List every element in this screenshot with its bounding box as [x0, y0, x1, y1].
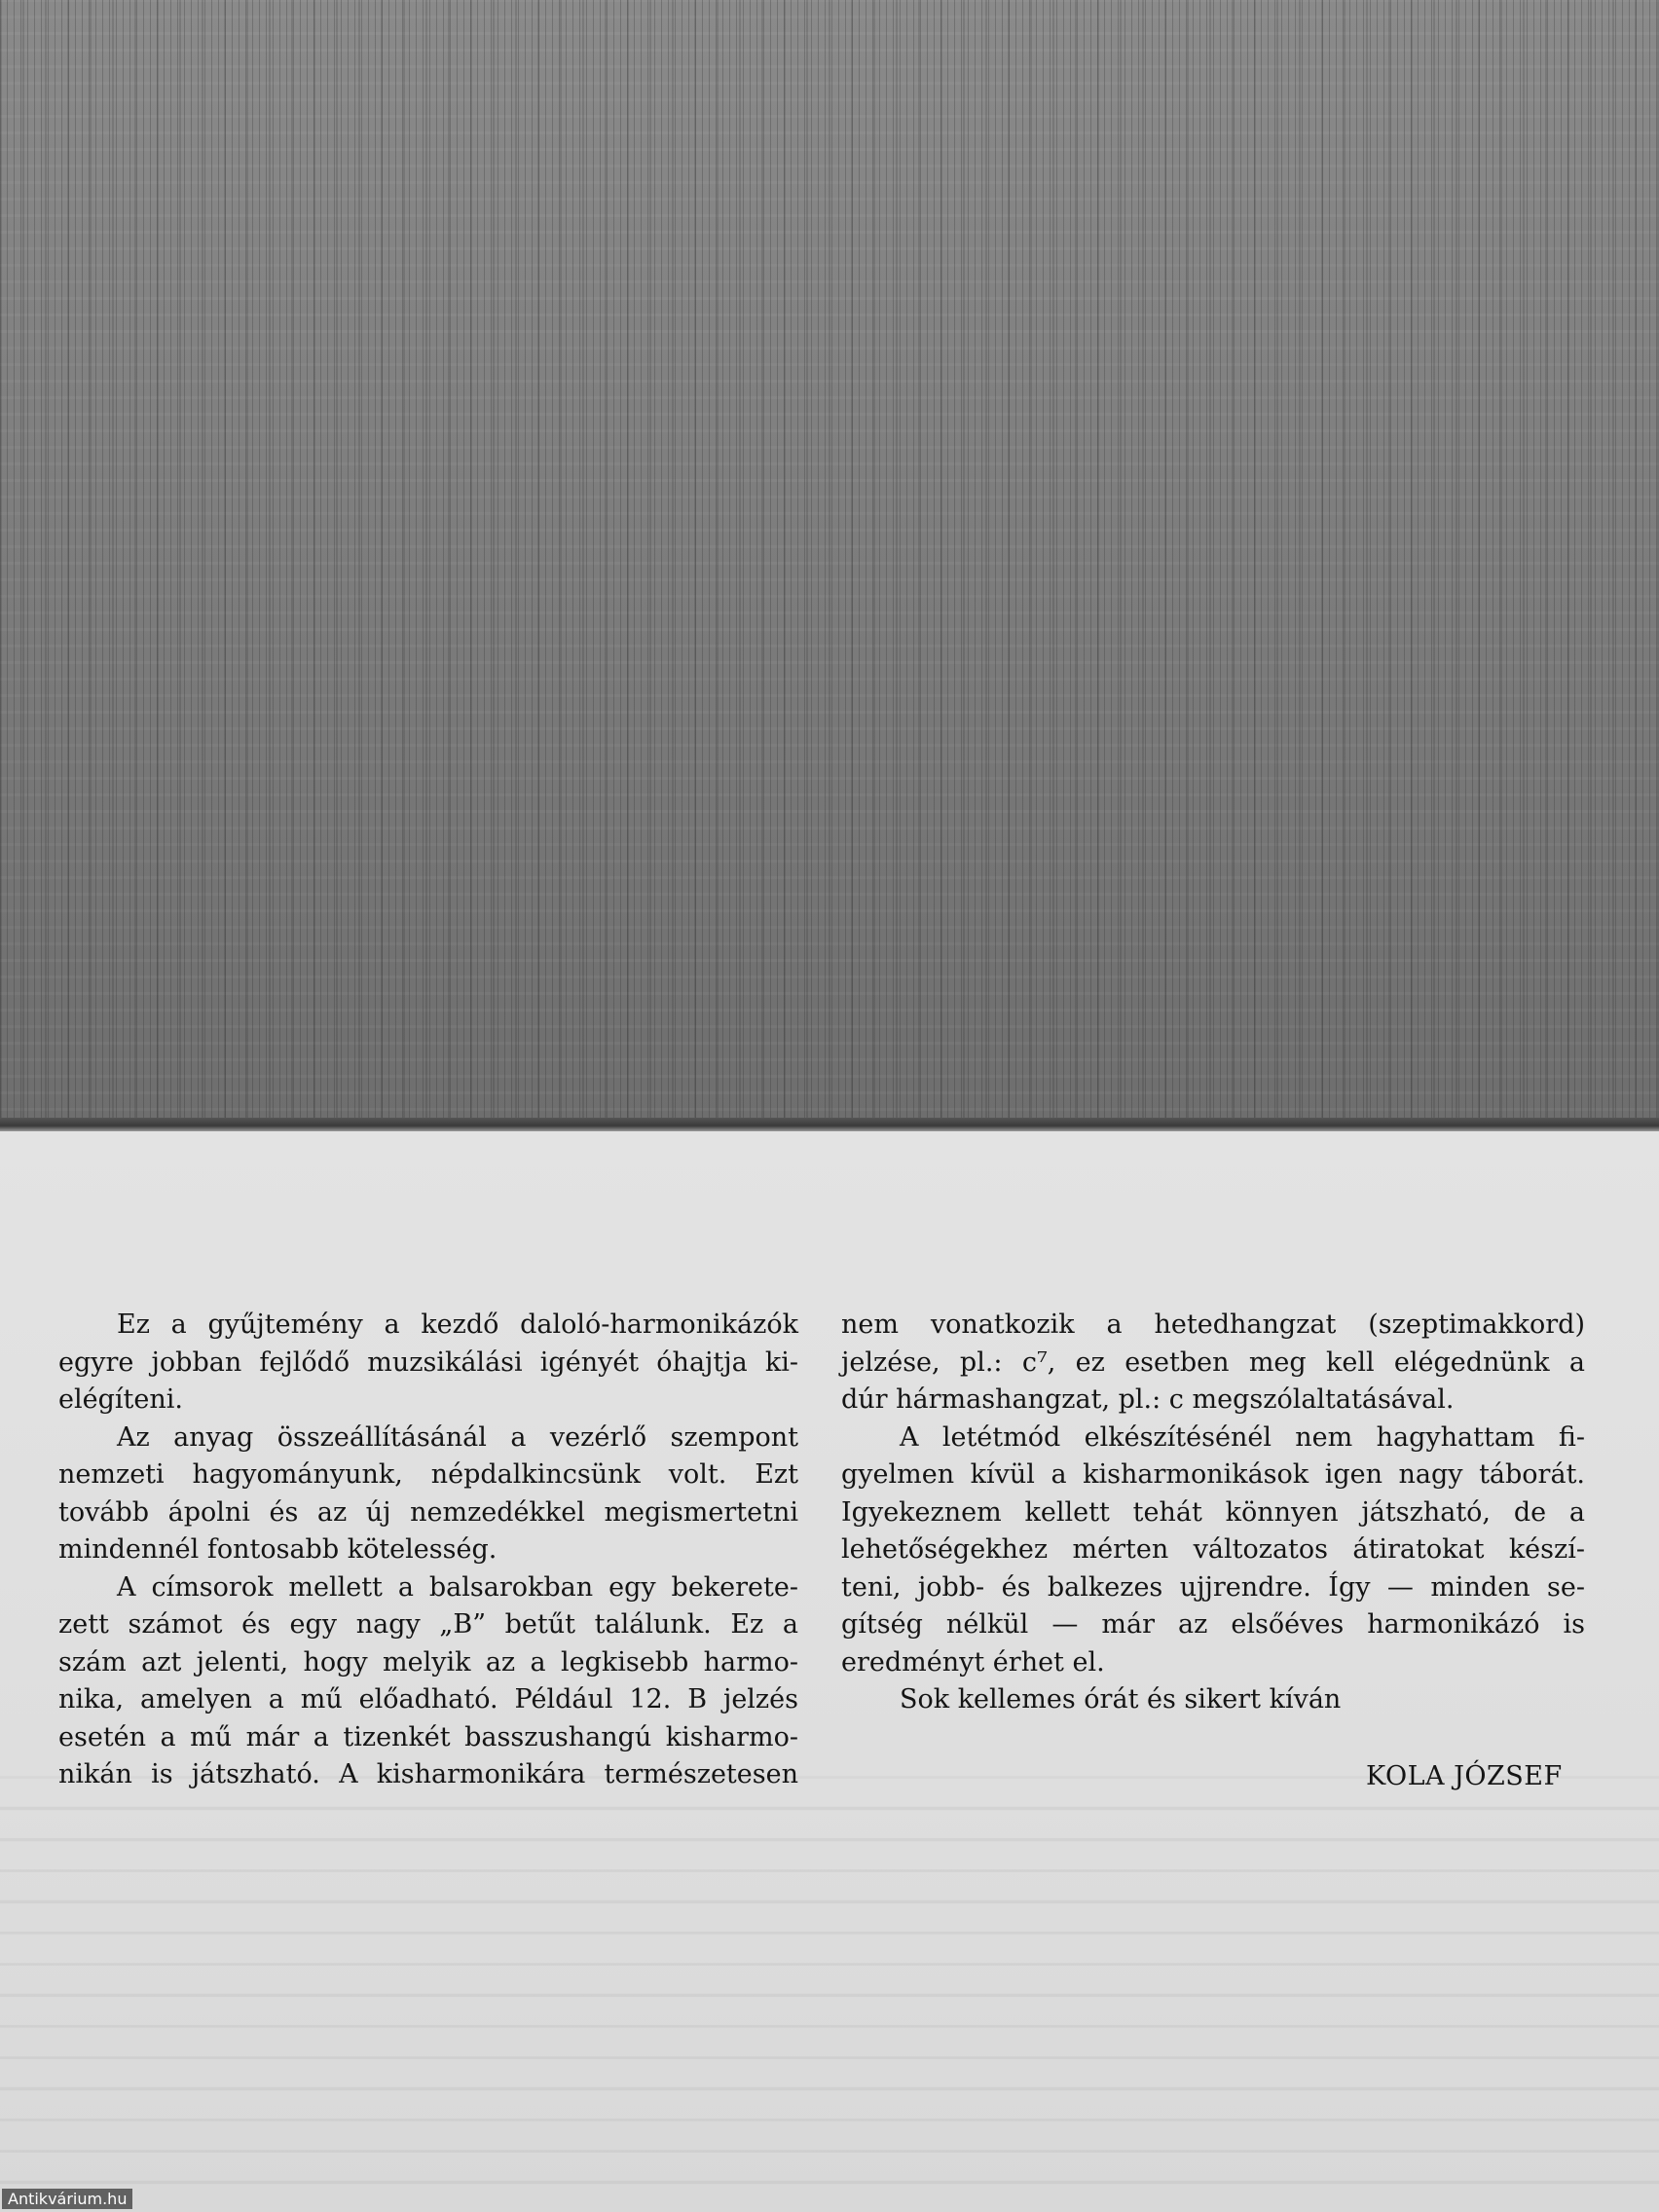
text-line: nemzeti hagyományunk, népdalkincsünk volt. Ezt	[58, 1459, 798, 1490]
text-line: szám azt jelenti, hogy melyik az a legkisebb harmo-	[58, 1646, 798, 1677]
text-line: esetén a mű már a tizenkét basszushangú kisharmo-	[58, 1721, 798, 1752]
text-line: elégíteni.	[58, 1384, 183, 1415]
author-signature: KOLA JÓZSEF	[1366, 1761, 1563, 1791]
text-line: lehetőségekhez mérten változatos átiratokat készí-	[841, 1534, 1585, 1565]
text-line: Ez a gyűjtemény a kezdő daloló-harmonikázók	[117, 1309, 798, 1340]
text-line: egyre jobban fejlődő muzsikálási igényét óhajtja ki-	[58, 1346, 798, 1378]
source-watermark: Antikvárium.hu	[2, 2189, 132, 2209]
text-line: Sok kellemes órát és sikert kíván	[900, 1684, 1342, 1714]
text-line: teni, jobb- és balkezes ujjrendre. Így — minden se-	[841, 1571, 1585, 1603]
text-line: gítség nélkül — már az elsőéves harmonikázó is	[841, 1609, 1585, 1640]
text-line: A letétmód elkészítésénél nem hagyhattam fi-	[900, 1421, 1585, 1453]
text-line: eredményt érhet el.	[841, 1646, 1105, 1677]
text-line: nikán is játszható. A kisharmonikára természetesen	[58, 1759, 798, 1789]
text-line: gyelmen kívül a kisharmonikások igen nagy táborát.	[841, 1459, 1585, 1490]
text-line: zett számot és egy nagy „B” betűt találunk. Ez a	[58, 1609, 798, 1640]
text-line: A címsorok mellett a balsarokban egy bekerete-	[117, 1571, 798, 1603]
text-line: nem vonatkozik a hetedhangzat (szeptimakkord)	[841, 1309, 1585, 1340]
cover-edge	[0, 1118, 1659, 1131]
text-line: jelzése, pl.: c⁷, ez esetben meg kell elégednünk a	[841, 1346, 1585, 1378]
text-line: tovább ápolni és az új nemzedékkel megismertetni	[58, 1496, 798, 1528]
text-page	[0, 1131, 1659, 2212]
right-text-column	[841, 1307, 1585, 1719]
text-line: dúr hármashangzat, pl.: c megszólaltatásával.	[841, 1384, 1455, 1415]
text-line: Az anyag összeállításánál a vezérlő szempont	[117, 1421, 798, 1453]
text-line: mindennél fontosabb kötelesség.	[58, 1534, 498, 1565]
text-line: Igyekeznem kellett tehát könnyen játszható, de a	[841, 1496, 1585, 1528]
text-line: nika, amelyen a mű előadható. Például 12. B jelzés	[58, 1684, 798, 1714]
left-text-column	[58, 1307, 798, 1794]
